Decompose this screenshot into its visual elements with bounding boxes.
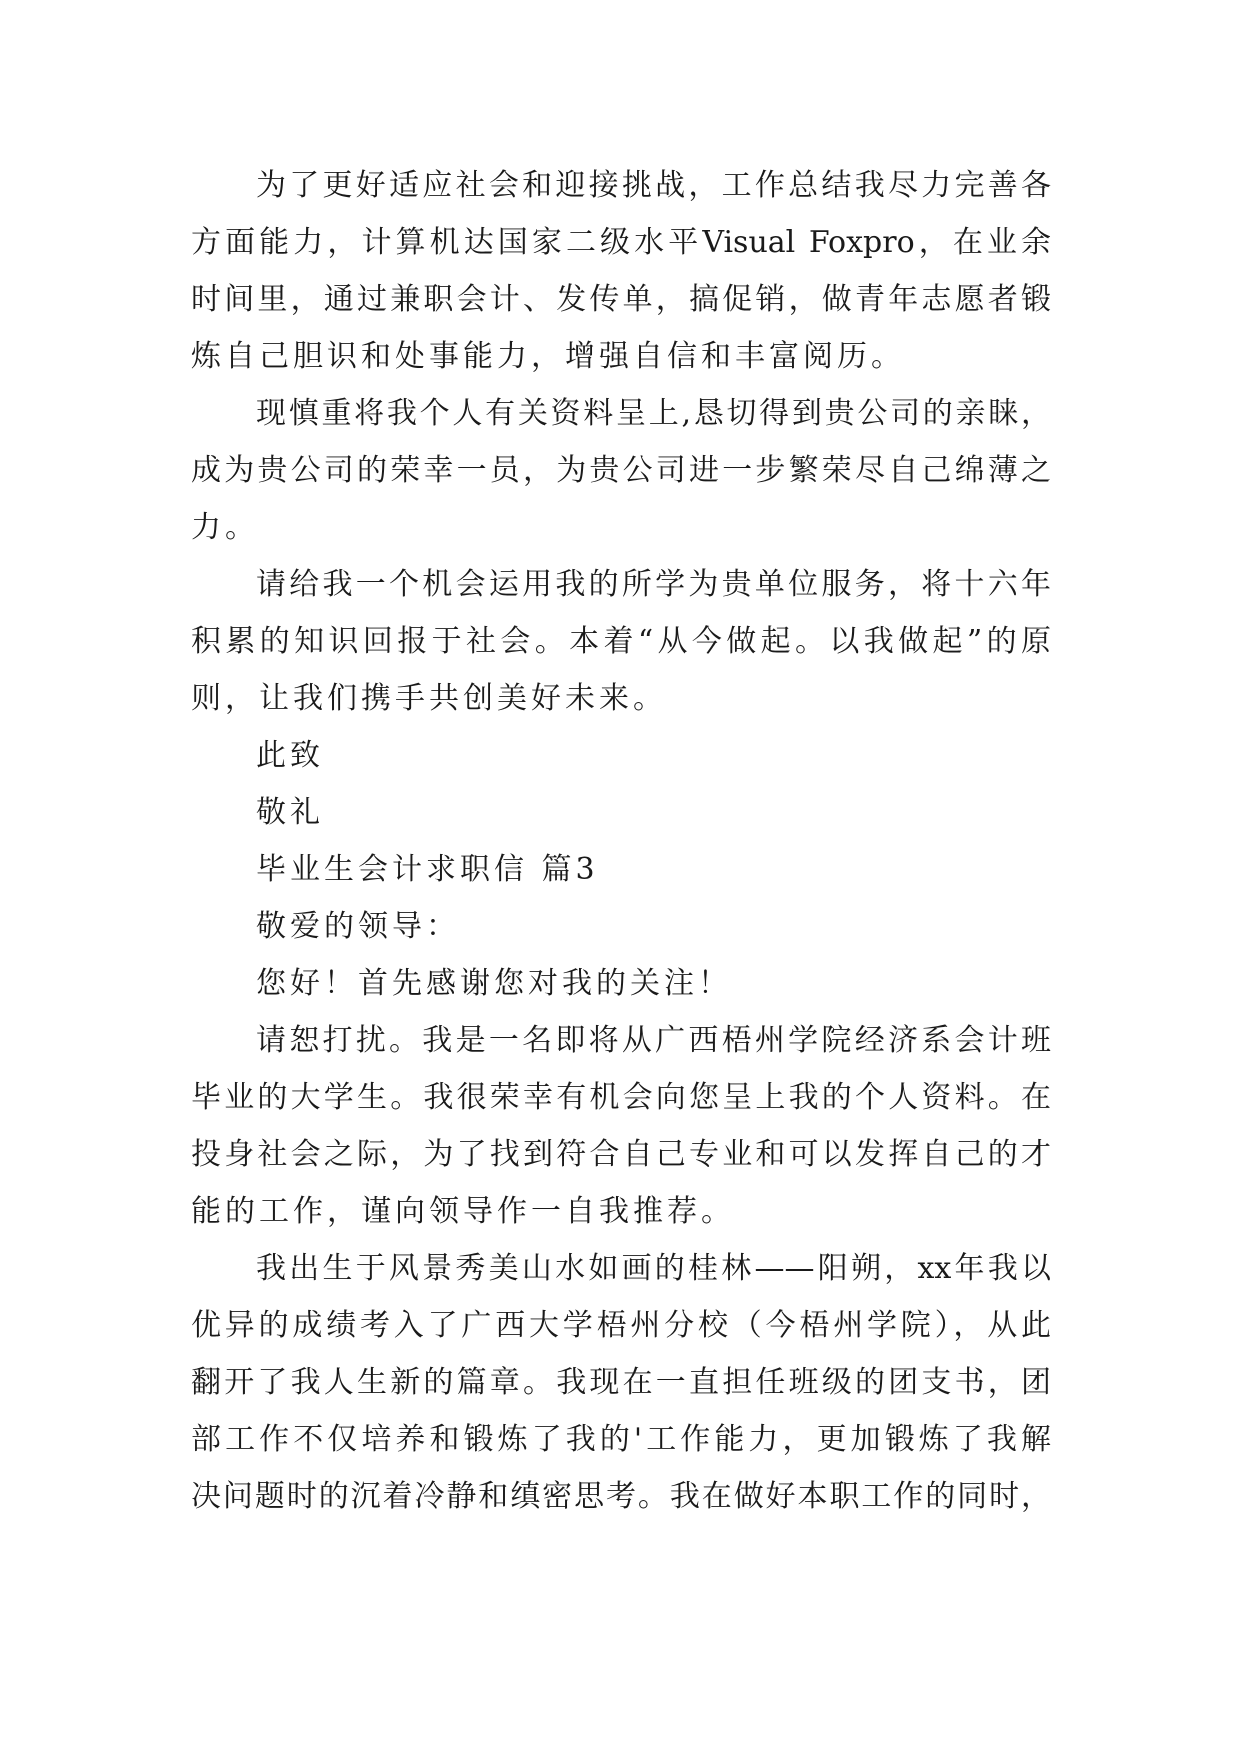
text-line: 时间里，通过兼职会计、发传单，搞促销，做青年志愿者锻 xyxy=(191,282,1051,317)
text-line: 成为贵公司的荣幸一员，为贵公司进一步繁荣尽自己绵薄之 xyxy=(191,453,1051,488)
text-line: 现慎重将我个人有关资料呈上,恳切得到贵公司的亲睐， xyxy=(256,396,1051,431)
text-line: 优异的成绩考入了广西大学梧州分校（今梧州学院），从此 xyxy=(191,1308,1051,1343)
text-line: 部工作不仅培养和锻炼了我的'工作能力，更加锻炼了我解 xyxy=(191,1422,1051,1457)
greeting-line: 敬爱的领导： xyxy=(256,909,460,944)
text-line: 请给我一个机会运用我的所学为贵单位服务，将十六年 xyxy=(256,567,1051,602)
text-line: 我出生于风景秀美山水如画的桂林——阳朔，xx年我以 xyxy=(256,1251,1051,1286)
text-line: 炼自己胆识和处事能力，增强自信和丰富阅历。 xyxy=(191,339,905,374)
closing-line: 此致 xyxy=(256,738,324,773)
salutation-line: 敬礼 xyxy=(256,795,324,830)
text-line: 毕业的大学生。我很荣幸有机会向您呈上我的个人资料。在 xyxy=(191,1080,1051,1115)
text-line: 则，让我们携手共创美好未来。 xyxy=(191,681,667,716)
text-line: 积累的知识回报于社会。本着“从今做起。以我做起”的原 xyxy=(191,624,1051,659)
text-line: 力。 xyxy=(191,510,259,545)
section-heading: 毕业生会计求职信 篇3 xyxy=(256,852,599,887)
text-line: 决问题时的沉着冷静和缜密思考。我在做好本职工作的同时， xyxy=(191,1479,1051,1514)
text-line: 能的工作，谨向领导作一自我推荐。 xyxy=(191,1194,735,1229)
text-line: 请恕打扰。我是一名即将从广西梧州学院经济系会计班 xyxy=(256,1023,1051,1058)
text-line: 为了更好适应社会和迎接挑战，工作总结我尽力完善各 xyxy=(256,168,1051,203)
text-line: 方面能力，计算机达国家二级水平Visual Foxpro，在业余 xyxy=(191,225,1051,260)
text-line: 翻开了我人生新的篇章。我现在一直担任班级的团支书，团 xyxy=(191,1365,1051,1400)
text-line: 投身社会之际，为了找到符合自己专业和可以发挥自己的才 xyxy=(191,1137,1051,1172)
text-line: 您好！首先感谢您对我的关注！ xyxy=(256,966,732,1001)
